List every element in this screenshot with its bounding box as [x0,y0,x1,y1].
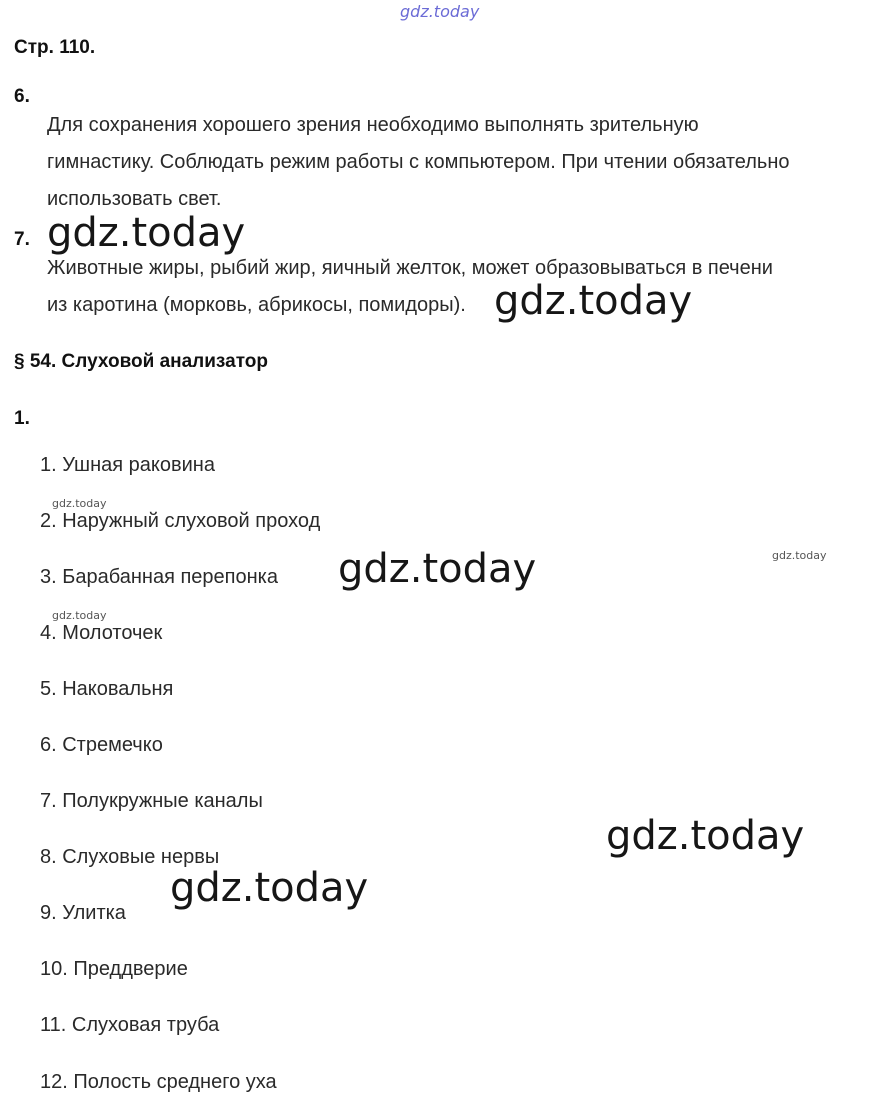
list-item: 4. Молоточек [40,622,163,644]
watermark-small: gdz.today [52,609,107,622]
watermark-text: gdz.today [47,210,246,256]
list-item: 10. Преддверие [40,958,188,980]
question-6-line: использовать свет. [47,188,222,210]
list-item: 8. Слуховые нервы [40,846,220,868]
question-6-number: 6. [14,86,30,107]
list-item: 6. Стремечко [40,734,163,756]
watermark-text: gdz.today [338,546,537,592]
question-6-line: гимнастику. Соблюдать режим работы с компьютером. При чтении обязательно [47,151,790,173]
question-6-line: Для сохранения хорошего зрения необходимо выполнять зрительную [47,114,699,136]
list-item: 9. Улитка [40,902,126,924]
list-item: 3. Барабанная перепонка [40,566,278,588]
question-7-line: Животные жиры, рыбий жир, яичный желток, может образовываться в печени [47,257,773,279]
list-item: 5. Наковальня [40,678,174,700]
section-title: § 54. Слуховой анализатор [14,351,268,372]
list-item: 2. Наружный слуховой проход [40,510,321,532]
watermark-small: gdz.today [772,549,827,562]
list-item: 12. Полость среднего уха [40,1071,277,1093]
watermark-text: gdz.today [170,865,369,911]
page-reference: Стр. 110. [14,37,96,58]
header-watermark: gdz.today [400,2,480,21]
question-1-number: 1. [14,408,30,429]
question-7-number: 7. [14,229,30,250]
watermark-text: gdz.today [494,278,693,324]
list-item: 1. Ушная раковина [40,454,215,476]
list-item: 7. Полукружные каналы [40,790,263,812]
question-7-line: из каротина (морковь, абрикосы, помидоры). [47,294,466,316]
watermark-text: gdz.today [606,813,805,859]
watermark-small: gdz.today [52,497,107,510]
list-item: 11. Слуховая труба [40,1014,220,1036]
